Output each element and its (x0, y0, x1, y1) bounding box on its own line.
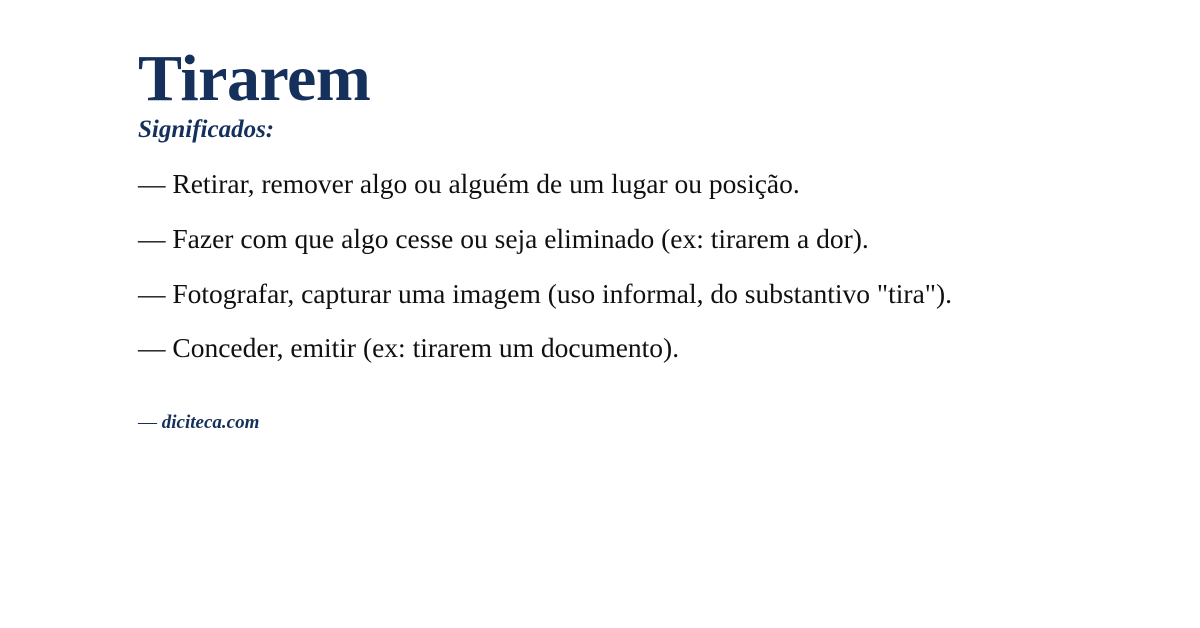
source-dash-icon: — (138, 411, 157, 433)
page-title: Tirarem (138, 42, 371, 115)
source-attribution (138, 412, 259, 434)
list-item (138, 222, 1058, 257)
list-item (138, 167, 1058, 202)
bullet-dash-icon: — (138, 277, 166, 309)
source-label: diciteca.com (161, 411, 260, 433)
meaning-text: Fotografar, capturar uma imagem (uso informal, do substantivo "tira"). (172, 277, 953, 309)
meaning-text: Conceder, emitir (ex: tirarem um documento). (172, 332, 680, 364)
bullet-dash-icon: — (138, 168, 166, 200)
bullet-dash-icon: — (138, 332, 166, 364)
meaning-text: Fazer com que algo cesse ou seja eliminado (ex: tirarem a dor). (172, 222, 869, 254)
meanings-list (138, 167, 1058, 366)
list-item (138, 277, 1058, 312)
meanings-heading: Significados: (138, 116, 275, 144)
list-item (138, 331, 1058, 366)
meaning-text: Retirar, remover algo ou alguém de um lugar ou posição. (172, 168, 800, 200)
bullet-dash-icon: — (138, 222, 166, 254)
